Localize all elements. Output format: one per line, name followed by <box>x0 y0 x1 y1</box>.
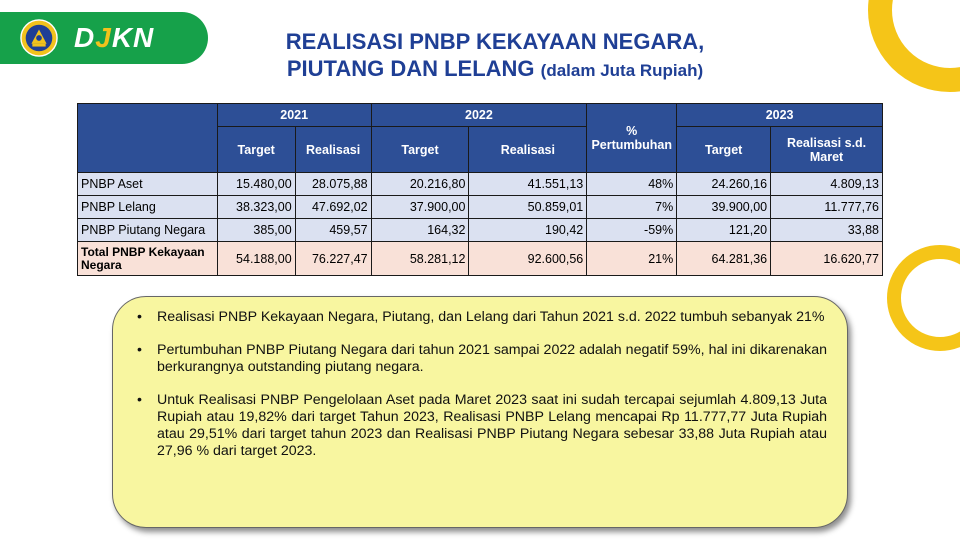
table-cell: 20.216,80 <box>371 173 469 196</box>
header-year-2022: 2022 <box>371 104 587 127</box>
row-label: PNBP Piutang Negara <box>78 219 218 242</box>
table-row <box>78 196 883 219</box>
table-cell: 15.480,00 <box>217 173 295 196</box>
table-cell: 21% <box>587 242 677 276</box>
table-cell: 50.859,01 <box>469 196 587 219</box>
header-target-2023: Target <box>677 127 771 173</box>
header-empty <box>78 104 218 173</box>
header-growth: % Pertumbuhan <box>587 104 677 173</box>
table-cell: 7% <box>587 196 677 219</box>
table-cell: 11.777,76 <box>771 196 883 219</box>
row-label: Total PNBP Kekayaan Negara <box>78 242 218 276</box>
header-target-2022: Target <box>371 127 469 173</box>
table-cell: 41.551,13 <box>469 173 587 196</box>
row-label: PNBP Aset <box>78 173 218 196</box>
logo-banner <box>0 12 208 64</box>
table-cell: 16.620,77 <box>771 242 883 276</box>
pnbp-table <box>77 103 883 276</box>
table-cell: 54.188,00 <box>217 242 295 276</box>
title-unit: (dalam Juta Rupiah) <box>540 61 704 80</box>
table-row-total <box>78 242 883 276</box>
table-row <box>78 173 883 196</box>
note-item: • Pertumbuhan PNBP Piutang Negara dari tahun 2021 sampai 2022 adalah negatif 59%, hal ini dikarenakan berkurangnya outstanding piutang negara. <box>135 342 827 376</box>
header-year-2021: 2021 <box>217 104 371 127</box>
table-cell: 164,32 <box>371 219 469 242</box>
table-cell: 385,00 <box>217 219 295 242</box>
note-item: • Untuk Realisasi PNBP Pengelolaan Aset pada Maret 2023 saat ini sudah tercapai sejumlah 4.809,13 Juta Rupiah atau 19,82% dari target Tahun 2023, Realisasi PNBP Lelang mencapai Rp 11.777,77 Juta Rupiah atau 29,51% dari target tahun 2023 dan Realisasi PNBP Piutang Negara sebesar 33,88 Juta Rupiah atau 27,96 % dari target 2023. <box>135 392 827 460</box>
header-realisasi-2023: Realisasi s.d. Maret <box>771 127 883 173</box>
table-cell: 4.809,13 <box>771 173 883 196</box>
table-cell: 121,20 <box>677 219 771 242</box>
notes-box <box>112 296 848 528</box>
header-realisasi-2022: Realisasi <box>469 127 587 173</box>
header-realisasi-2021: Realisasi <box>295 127 371 173</box>
table-cell: 48% <box>587 173 677 196</box>
table-cell: 24.260,16 <box>677 173 771 196</box>
title-line-2: PIUTANG DAN LELANG <box>286 56 535 81</box>
note-item: • Realisasi PNBP Kekayaan Negara, Piutang, dan Lelang dari Tahun 2021 s.d. 2022 tumbuh sebanyak 21% <box>135 309 827 326</box>
table-cell: 92.600,56 <box>469 242 587 276</box>
title-line-1: REALISASI PNBP KEKAYAAN NEGARA, <box>285 29 705 54</box>
header-target-2021: Target <box>217 127 295 173</box>
table-cell: 38.323,00 <box>217 196 295 219</box>
decorative-ring-top <box>840 0 960 110</box>
table-cell: 64.281,36 <box>677 242 771 276</box>
notes-list <box>135 309 827 460</box>
table-cell: 459,57 <box>295 219 371 242</box>
table-cell: 39.900,00 <box>677 196 771 219</box>
table-cell: 37.900,00 <box>371 196 469 219</box>
page-title <box>200 28 790 84</box>
row-label: PNBP Lelang <box>78 196 218 219</box>
table-cell: 190,42 <box>469 219 587 242</box>
header-year-2023: 2023 <box>677 104 883 127</box>
table-cell: 28.075,88 <box>295 173 371 196</box>
table-cell: 58.281,12 <box>371 242 469 276</box>
table-cell: -59% <box>587 219 677 242</box>
table-cell: 47.692,02 <box>295 196 371 219</box>
ministry-emblem-icon <box>20 19 58 57</box>
decorative-ring-right <box>880 238 960 358</box>
table-cell: 76.227,47 <box>295 242 371 276</box>
table-cell: 33,88 <box>771 219 883 242</box>
table-row <box>78 219 883 242</box>
logo-text: DJKN <box>74 22 155 53</box>
